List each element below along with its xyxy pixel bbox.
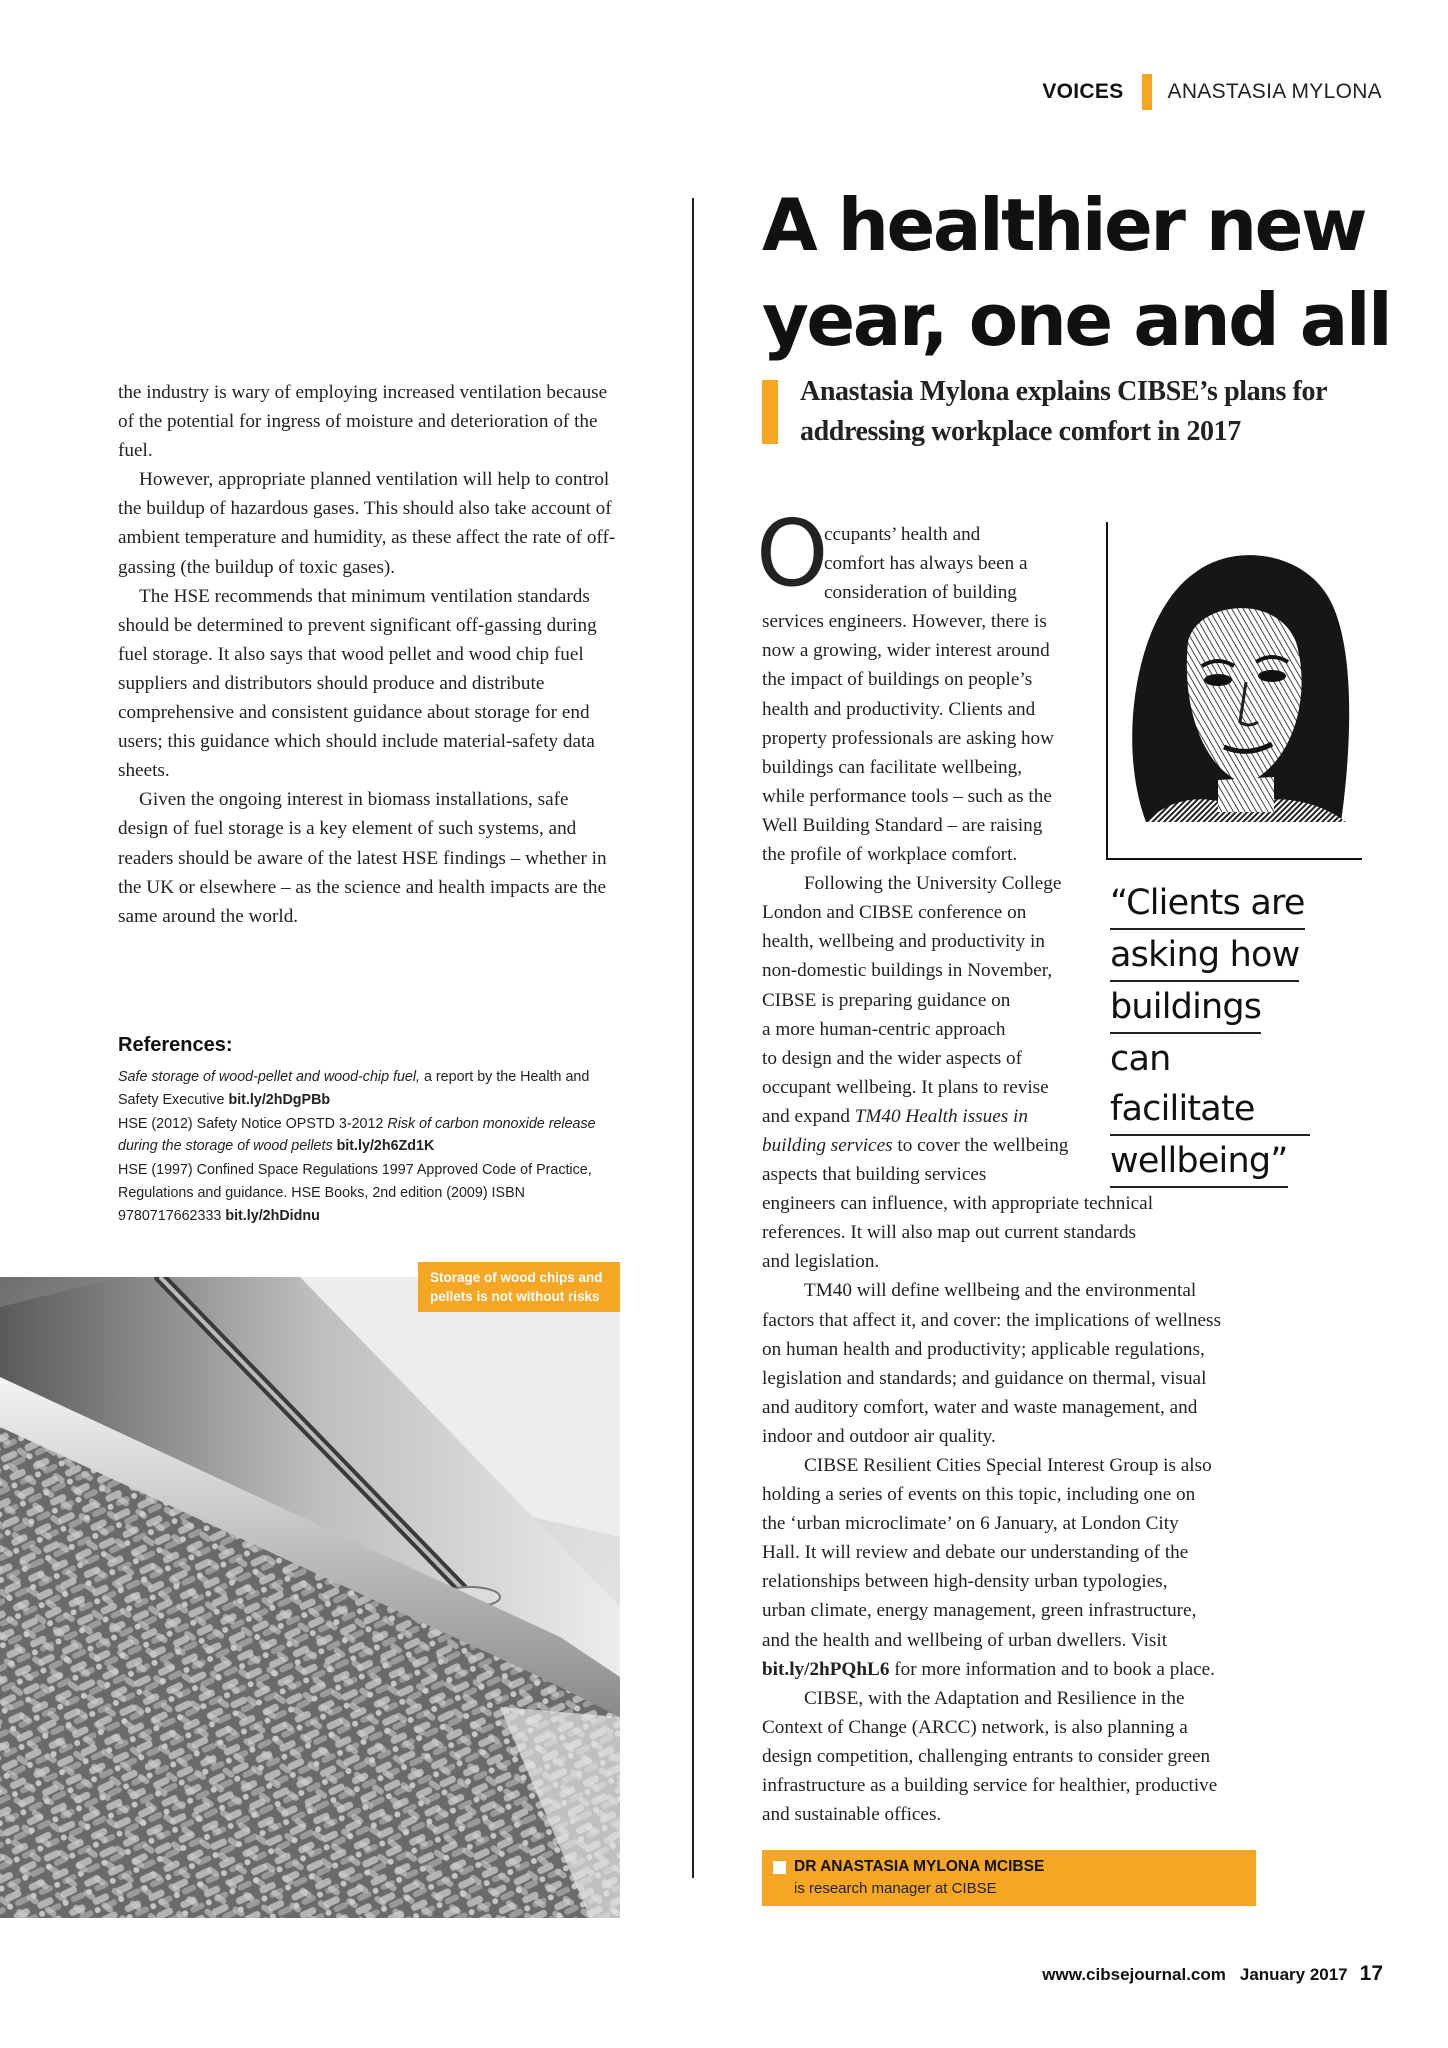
body-line: Hall. It will review and debate our understanding of the: [762, 1542, 1189, 1564]
body-line: engineers can influence, with appropriate technical: [762, 1193, 1154, 1215]
section-label: VOICES: [1042, 80, 1124, 103]
body-text: for more information and to book a place.: [889, 1658, 1215, 1680]
body-line: CIBSE, with the Adaptation and Resilience in the: [804, 1687, 1185, 1709]
body-line: ccupants’ health and: [824, 524, 981, 545]
body-line: factors that affect it, and cover: the implications of wellness: [762, 1309, 1221, 1331]
pull-quote: [1110, 878, 1310, 1188]
article-headline: [762, 178, 1402, 368]
body-line: health, wellbeing and productivity in: [762, 931, 1045, 953]
reference-text: a report by the Health and Safety Executive: [118, 1069, 590, 1108]
header-author: ANASTASIA MYLONA: [1167, 80, 1382, 103]
reference-link[interactable]: bit.ly/2h6Zd1K: [336, 1138, 435, 1155]
standfirst-author: Anastasia Mylona: [800, 376, 1010, 407]
body-line: and legislation.: [762, 1251, 880, 1273]
photo-caption: Storage of wood chips and pellets is not without risks: [418, 1262, 620, 1312]
body-line: aspects that building services: [762, 1164, 987, 1186]
standfirst: [800, 372, 1400, 452]
footer-date: January 2017: [1239, 1965, 1348, 1984]
event-link[interactable]: bit.ly/2hPQhL6: [762, 1658, 890, 1680]
page-footer: [1042, 1962, 1383, 1986]
running-header: [1042, 74, 1382, 110]
body-line: references. It will also map out current standards: [762, 1222, 1137, 1244]
publication-title: building services: [762, 1134, 893, 1156]
reference-item: [118, 1066, 618, 1112]
wood-pellets-photo: [0, 1277, 620, 1918]
body-line: on human health and productivity; applicable regulations,: [762, 1338, 1205, 1360]
body-line: relationships between high-density urban typologies,: [762, 1571, 1168, 1593]
bio-square-icon: [773, 1861, 786, 1874]
body-line: [762, 1655, 1322, 1684]
column-divider: [692, 198, 694, 1878]
body-line: health and productivity. Clients and: [762, 698, 1036, 720]
reference-link[interactable]: bit.ly/2hDgPBb: [228, 1091, 331, 1108]
reference-title: Safe storage of wood-pellet and wood-chip fuel,: [118, 1069, 421, 1085]
body-line: CIBSE Resilient Cities Special Interest Group is also: [804, 1455, 1212, 1476]
body-line: holding a series of events on this topic, including one on: [762, 1484, 1196, 1506]
body-line: legislation and standards; and guidance on thermal, visual: [762, 1367, 1207, 1389]
body-line: London and CIBSE conference on: [762, 902, 1027, 924]
reference-item: [118, 1159, 618, 1227]
references-heading: References:: [118, 1034, 233, 1056]
headline-line: A healthier new: [762, 183, 1366, 267]
left-paragraph: Given the ongoing interest in biomass installations, safe design of fuel storage is a key element of such systems, and readers should be aware of the latest HSE findings – whether in the UK or elsewhere – as the science and health impacts are the same around the world.: [118, 789, 607, 927]
left-paragraph: However, appropriate planned ventilation will help to control the buildup of hazardous gases. This should also take account of ambient temperature and humidity, as these affect the rate of off-gassing (the buildup of toxic gases).: [118, 469, 616, 578]
pull-quote-line: asking how: [1110, 930, 1299, 982]
references-list: [118, 1066, 618, 1229]
body-line: design competition, challenging entrants to consider green: [762, 1745, 1211, 1767]
bio-role: is research manager at CIBSE: [794, 1880, 997, 1897]
headline-line: year, one and all: [762, 278, 1391, 362]
footer-url[interactable]: www.cibsejournal.com: [1042, 1965, 1226, 1984]
standfirst-text: addressing workplace comfort in 2017: [800, 416, 1241, 447]
body-line: and the health and wellbeing of urban dwellers. Visit: [762, 1629, 1168, 1651]
body-line: buildings can facilitate wellbeing,: [762, 756, 1023, 778]
reference-text: HSE (1997) Confined Space Regulations 1997 Approved Code of Practice, Regulations and guidance. HSE Books, 2nd edition (2009) ISBN 9780717662333: [118, 1162, 592, 1224]
standfirst-accent-bar: [762, 380, 778, 444]
body-line: and sustainable offices.: [762, 1804, 942, 1826]
reference-text: HSE (2012) Safety Notice OPSTD 3-2012: [118, 1115, 388, 1132]
drop-cap: O: [756, 500, 829, 607]
body-line: occupant wellbeing. It plans to revise: [762, 1076, 1049, 1098]
body-text: to cover the wellbeing: [892, 1134, 1069, 1156]
pull-quote-line: buildings: [1110, 982, 1261, 1034]
body-line: comfort has always been a: [824, 553, 1028, 575]
body-line: the impact of buildings on people’s: [762, 669, 1033, 691]
body-line: consideration of building: [824, 582, 1017, 604]
body-line: the ‘urban microclimate’ on 6 January, at London City: [762, 1513, 1179, 1535]
body-line: infrastructure as a building service for healthier, productive: [762, 1775, 1218, 1797]
header-accent-bar: [1142, 74, 1152, 110]
publication-title: TM40 Health issues in: [854, 1105, 1028, 1127]
body-line: to design and the wider aspects of: [762, 1047, 1023, 1069]
body-line: non-domestic buildings in November,: [762, 960, 1053, 982]
bio-name: DR ANASTASIA MYLONA MCIBSE: [794, 1858, 1045, 1875]
body-line: urban climate, energy management, green infrastructure,: [762, 1600, 1197, 1622]
reference-title: Risk of carbon monoxide release during the storage of wood pellets: [118, 1115, 596, 1155]
body-line: a more human-centric approach: [762, 1018, 1006, 1040]
reference-item: [118, 1113, 618, 1159]
body-line: Context of Change (ARCC) network, is also planning a: [762, 1716, 1188, 1738]
reference-link[interactable]: bit.ly/2hDidnu: [225, 1207, 320, 1224]
body-line: TM40 will define wellbeing and the environmental: [804, 1280, 1197, 1302]
body-line: Following the University College: [804, 873, 1062, 895]
body-line: now a growing, wider interest around: [762, 640, 1050, 662]
page-number: 17: [1359, 1962, 1383, 1985]
left-paragraph: the industry is wary of employing increased ventilation because of the potential for ingress of moisture and deterioration of the fuel.: [118, 382, 608, 462]
body-line: CIBSE is preparing guidance on: [762, 989, 1011, 1011]
body-line: the profile of workplace comfort.: [762, 844, 1018, 866]
left-paragraph: The HSE recommends that minimum ventilation standards should be determined to prevent significant off-gassing during fuel storage. It also says that wood pellet and wood chip fuel suppliers and distributors should produce and distribute comprehensive and consistent guidance about storage for end users; this guidance which should include material-safety data sheets.: [118, 585, 597, 782]
author-bio-box: [762, 1850, 1256, 1906]
body-line: indoor and outdoor air quality.: [762, 1425, 996, 1447]
standfirst-text: explains CIBSE’s plans for: [1009, 376, 1328, 407]
body-line: services engineers. However, there is: [762, 611, 1047, 633]
body-line: while performance tools – such as the: [762, 785, 1052, 807]
body-line: Well Building Standard – are raising: [762, 814, 1043, 836]
body-line: property professionals are asking how: [762, 727, 1055, 749]
body-line: and auditory comfort, water and waste management, and: [762, 1396, 1198, 1418]
pull-quote-line: can facilitate: [1110, 1034, 1310, 1136]
pull-quote-line: wellbeing”: [1110, 1136, 1288, 1188]
left-column-text: [118, 378, 618, 931]
body-text: and expand: [762, 1105, 855, 1127]
pull-quote-line: “Clients are: [1110, 878, 1305, 930]
